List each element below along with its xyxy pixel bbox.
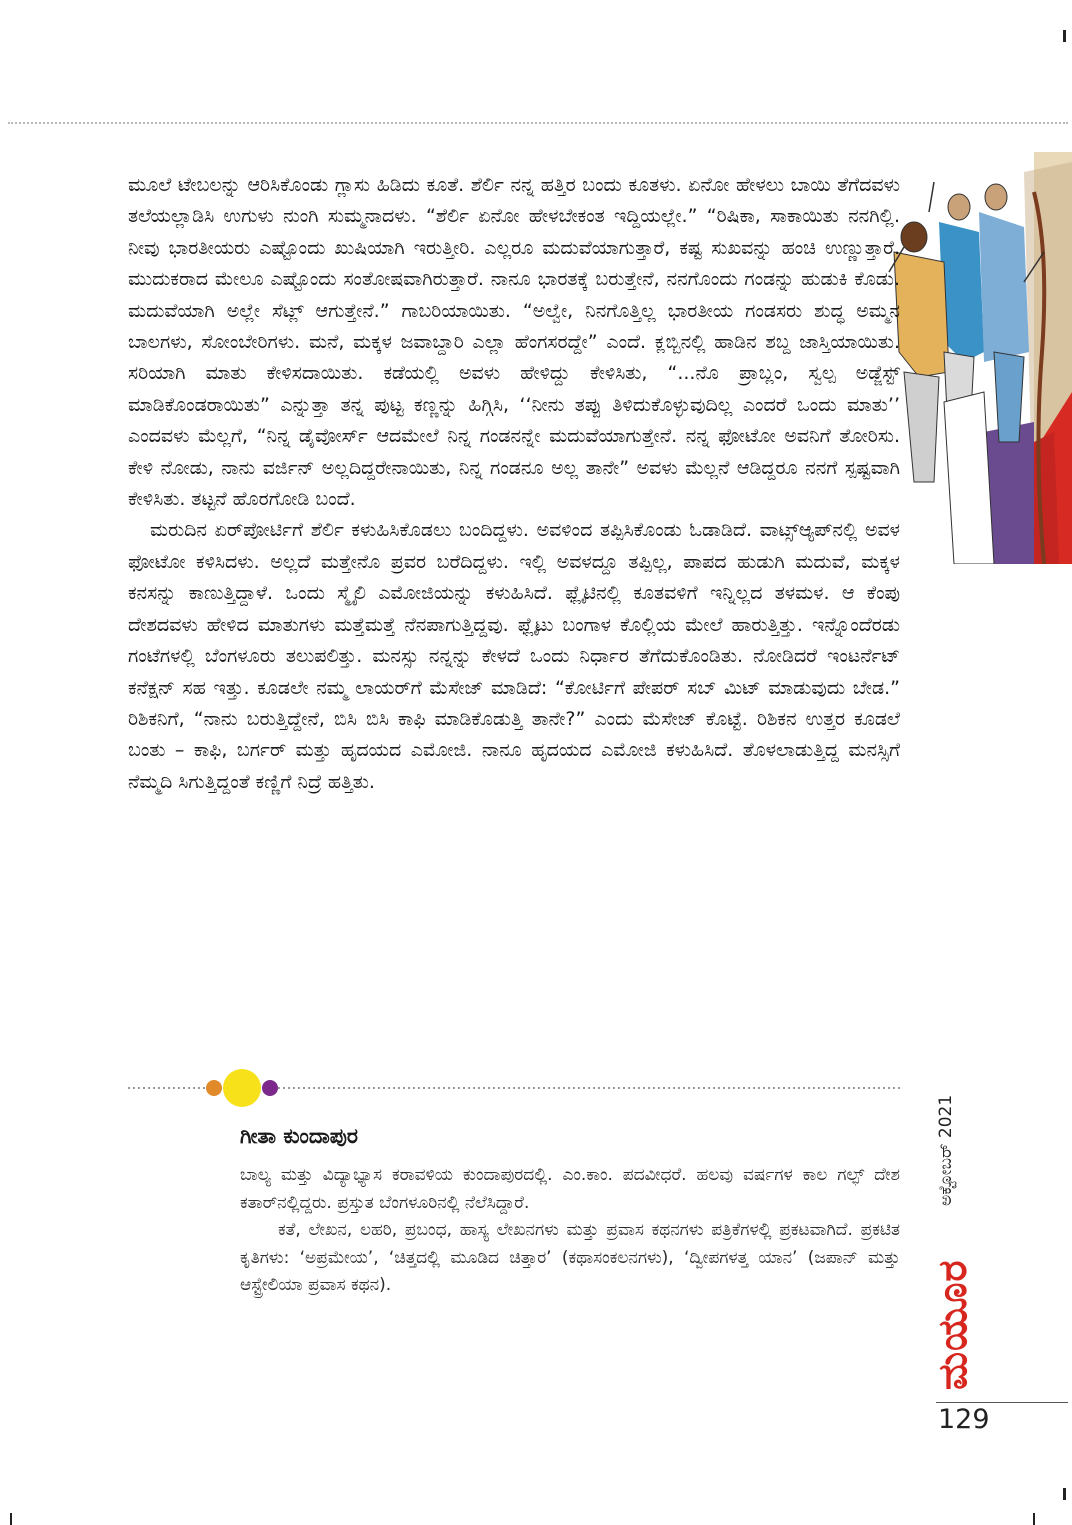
page-number-rule (936, 1402, 1068, 1403)
author-name: ಗೀತಾ ಕುಂದಾಪುರ (240, 1124, 359, 1148)
article-body (128, 170, 900, 798)
crowd-sketch (884, 152, 1072, 564)
yellow-dot (223, 1069, 261, 1107)
crop-mark (1063, 1488, 1066, 1500)
section-divider (128, 1068, 900, 1108)
crop-mark (10, 1513, 12, 1525)
article-paragraph: ಮೂಲೆ ಟೇಬಲನ್ನು ಆರಿಸಿಕೊಂಡು ಗ್ಲಾಸು ಹಿಡಿದು ಕೂತೆ. ಶೆರ್ಲಿ ನನ್ನ ಹತ್ತಿರ ಬಂದು ಕೂತಳು. ಏನೋ ಹೇಳಲು ಬಾಯಿ ತೆಗೆದವಳು ತಲೆಯಲ್ಲಾಡಿಸಿ ಉಗುಳು ನುಂಗಿ ಸುಮ್ಮನಾದಳು. “ಶೆರ್ಲಿ ಏನೋ ಹೇಳಬೇಕಂತ ಇದ್ದಿಯಲ್ಲೇ.” “ರಿಷಿಕಾ, ಸಾಕಾಯಿತು ನನಗಿಲ್ಲಿ. ನೀವು ಭಾರತೀಯರು ಎಷ್ಟೊಂದು ಖುಷಿಯಾಗಿ ಇರುತ್ತೀರಿ. ಎಲ್ಲರೂ ಮದುವೆಯಾಗುತ್ತಾರೆ, ಕಷ್ಟ ಸುಖವನ್ನು ಹಂಚಿ ಉಣ್ಣುತ್ತಾರೆ. ಮುದುಕರಾದ ಮೇಲೂ ಎಷ್ಟೊಂದು ಸಂತೋಷವಾಗಿರುತ್ತಾರೆ. ನಾನೂ ಭಾರತಕ್ಕೆ ಬರುತ್ತೇನೆ, ನನಗೊಂದು ಗಂಡನ್ನು ಹುಡುಕಿ ಕೊಡು. ಮದುವೆಯಾಗಿ ಅಲ್ಲೇ ಸೆಟ್ಲ್ ಆಗುತ್ತೇನೆ.” ಗಾಬರಿಯಾಯಿತು. “ಅಲ್ವೇ, ನಿನಗೊತ್ತಿಲ್ಲ ಭಾರತೀಯ ಗಂಡಸರು ಶುದ್ಧ ಅಮ್ಮನ ಬಾಲಗಳು, ಸೋಂಬೇರಿಗಳು. ಮನೆ, ಮಕ್ಕಳ ಜವಾಬ್ದಾರಿ ಎಲ್ಲಾ ಹೆಂಗಸರದ್ದೇ” ಎಂದೆ. ಕ್ಲಬ್ಬಿನಲ್ಲಿ ಹಾಡಿನ ಶಬ್ದ ಜಾಸ್ತಿಯಾಯಿತು. ಸರಿಯಾಗಿ ಮಾತು ಕೇಳಿಸದಾಯಿತು. ಕಡೆಯಲ್ಲಿ ಅವಳು ಹೇಳಿದ್ದು ಕೇಳಿಸಿತು, “...ನೊ ಪ್ರಾಬ್ಲಂ, ಸ್ವಲ್ಪ ಅಡ್ಜೆಸ್ಟ್ ಮಾಡಿಕೊಂಡರಾಯಿತು” ಎನ್ನುತ್ತಾ ತನ್ನ ಪುಟ್ಟ ಕಣ್ಣನ್ನು ಹಿಗ್ಗಿಸಿ, ‘‘ನೀನು ತಪ್ಪು ತಿಳಿದುಕೊಳ್ಳುವುದಿಲ್ಲ ಎಂದರೆ ಒಂದು ಮಾತು’’ ಎಂದವಳು ಮೆಲ್ಲಗೆ, “ನಿನ್ನ ಡೈವೋರ್ಸ್ ಆದಮೇಲೆ ನಿನ್ನ ಗಂಡನನ್ನೇ ಮದುವೆಯಾಗುತ್ತೇನೆ. ನನ್ನ ಫೋಟೋ ಅವನಿಗೆ ತೋರಿಸು. ಕೇಳಿ ನೋಡು, ನಾನು ವರ್ಜಿನ್ ಅಲ್ಲದಿದ್ದರೇನಾಯಿತು, ನಿನ್ನ ಗಂಡನೂ ಅಲ್ಲ ತಾನೇ” ಅವಳು ಮೆಲ್ಲನೆ ಆಡಿದ್ದರೂ ನನಗೆ ಸ್ಪಷ್ಟವಾಗಿ ಕೇಳಿಸಿತು. ತಟ್ಟನೆ ಹೊರಗೋಡಿ ಬಂದೆ. (128, 174, 900, 511)
page-number: 129 (938, 1404, 990, 1435)
header-dotted-rule (8, 122, 1068, 124)
purple-dot (262, 1080, 278, 1096)
author-bio (240, 1162, 900, 1300)
orange-dot (206, 1080, 222, 1096)
magazine-logo: ಮಯೂರ (930, 1259, 976, 1390)
issue-date: ಅಕ್ಟೋಬರ್ 2021 (936, 1094, 956, 1206)
article-paragraph: ಮರುದಿನ ಏರ್‌ಪೋರ್ಟಿಗೆ ಶೆರ್ಲಿ ಕಳುಹಿಸಿಕೊಡಲು ಬಂದಿದ್ದಳು. ಅವಳಿಂದ ತಪ್ಪಿಸಿಕೊಂಡು ಓಡಾಡಿದೆ. ವಾಟ್ಸ್‌ಆ್ಯಪ್‌ನಲ್ಲಿ ಅವಳ ಫೋಟೋ ಕಳಿಸಿದಳು. ಅಲ್ಲದೆ ಮತ್ತೇನೊ ಪ್ರವರ ಬರೆದಿದ್ದಳು. ಇಲ್ಲಿ ಅವಳದ್ದೂ ತಪ್ಪಿಲ್ಲ, ಪಾಪದ ಹುಡುಗಿ ಮದುವೆ, ಮಕ್ಕಳ ಕನಸನ್ನು ಕಾಣುತ್ತಿದ್ದಾಳೆ. ಒಂದು ಸ್ಮೈಲಿ ಎಮೋಜಿಯನ್ನು ಕಳುಹಿಸಿದೆ. ಫ್ಲೈಟಿನಲ್ಲಿ ಕೂತವಳಿಗೆ ಇನ್ನಿಲ್ಲದ ತಳಮಳ. ಆ ಕೆಂಪು ದೇಶದವಳು ಹೇಳಿದ ಮಾತುಗಳು ಮತ್ತೆಮತ್ತೆ ನೆನಪಾಗುತ್ತಿದ್ದವು. ಫ್ಲೈಟು ಬಂಗಾಳ ಕೊಲ್ಲಿಯ ಮೇಲೆ ಹಾರುತ್ತಿತ್ತು. ಇನ್ನೊಂದೆರಡು ಗಂಟೆಗಳಲ್ಲಿ ಬೆಂಗಳೂರು ತಲುಪಲಿತ್ತು. ಮನಸ್ಸು ನನ್ನನ್ನು ಕೇಳದೆ ಒಂದು ನಿರ್ಧಾರ ತೆಗೆದುಕೊಂಡಿತು. ನೋಡಿದರೆ ಇಂಟರ್ನೆಟ್ ಕನೆಕ್ಷನ್ ಸಹ ಇತ್ತು. ಕೂಡಲೇ ನಮ್ಮ ಲಾಯರ್‌ಗೆ ಮೆಸೇಜ್ ಮಾಡಿದೆ: “ಕೋರ್ಟಿಗೆ ಪೇಪರ್ ಸಬ್ ಮಿಟ್ ಮಾಡುವುದು ಬೇಡ.” ರಿಶಿಕನಿಗೆ, “ನಾನು ಬರುತ್ತಿದ್ದೇನೆ, ಬಿಸಿ ಬಿಸಿ ಕಾಫಿ ಮಾಡಿಕೊಡುತ್ತಿ ತಾನೇ?” ಎಂದು ಮೆಸೇಜ್ ಕೊಟ್ಟೆ. ರಿಶಿಕನ ಉತ್ತರ ಕೂಡಲೆ ಬಂತು – ಕಾಫಿ, ಬರ್ಗರ್ ಮತ್ತು ಹೃದಯದ ಎಮೋಜಿ. ನಾನೂ ಹೃದಯದ ಎಮೋಜಿ ಕಳುಹಿಸಿದೆ. ತೊಳಲಾಡುತ್ತಿದ್ದ ಮನಸ್ಸಿಗೆ ನೆಮ್ಮದಿ ಸಿಗುತ್ತಿದ್ದಂತೆ ಕಣ್ಣಿಗೆ ನಿದ್ರೆ ಹತ್ತಿತು. (128, 519, 900, 793)
bio-paragraph: ಕತೆ, ಲೇಖನ, ಲಹರಿ, ಪ್ರಬಂಧ, ಹಾಸ್ಯ ಲೇಖನಗಳು ಮತ್ತು ಪ್ರವಾಸ ಕಥನಗಳು ಪತ್ರಿಕೆಗಳಲ್ಲಿ ಪ್ರಕಟವಾಗಿದೆ. ಪ್ರಕಟಿತ ಕೃತಿಗಳು: ‘ಅಪ್ರಮೇಯ’, ‘ಚಿತ್ತದಲ್ಲಿ ಮೂಡಿದ ಚಿತ್ತಾರ’ (ಕಥಾಸಂಕಲನಗಳು), ‘ದ್ವೀಪಗಳತ್ತ ಯಾನ’ (ಜಪಾನ್ ಮತ್ತು ಆಸ್ಟ್ರೇಲಿಯಾ ಪ್ರವಾಸ ಕಥನ). (240, 1220, 900, 1295)
crop-mark (1063, 30, 1066, 42)
bio-paragraph: ಬಾಲ್ಯ ಮತ್ತು ವಿದ್ಯಾಭ್ಯಾಸ ಕರಾವಳಿಯ ಕುಂದಾಪುರದಲ್ಲಿ. ಎಂ.ಕಾಂ. ಪದವೀಧರೆ. ಹಲವು ವರ್ಷಗಳ ಕಾಲ ಗಲ್ಫ್ ದೇಶ ಕತಾರ್‌ನಲ್ಲಿದ್ದರು. ಪ್ರಸ್ತುತ ಬೆಂಗಳೂರಿನಲ್ಲಿ ನೆಲೆಸಿದ್ದಾರೆ. (240, 1165, 900, 1213)
crowd-illustration (884, 152, 1072, 564)
crop-mark (1033, 1513, 1035, 1525)
